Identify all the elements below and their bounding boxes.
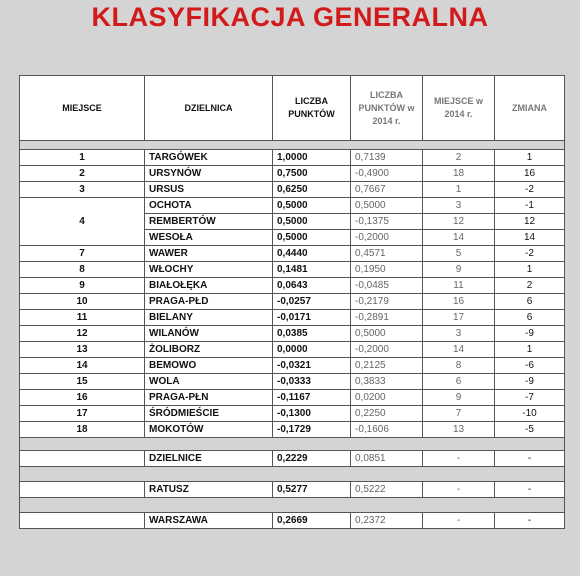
place-2014-cell: 9 (423, 262, 495, 278)
place-cell: 14 (20, 358, 145, 374)
district-name: WAWER (145, 246, 273, 262)
summary-points-2014: 0,5222 (351, 482, 423, 498)
place-cell: 8 (20, 262, 145, 278)
district-name: PRAGA-PŁN (145, 390, 273, 406)
points-cell: 0,4440 (273, 246, 351, 262)
change-cell: 14 (495, 230, 565, 246)
summary-place-2014: - (423, 482, 495, 498)
ranking-table (19, 75, 565, 529)
district-name: MOKOTÓW (145, 422, 273, 438)
place-cell: 9 (20, 278, 145, 294)
district-name: PRAGA-PŁD (145, 294, 273, 310)
summary-points: 0,2229 (273, 451, 351, 467)
summary-place-cell (20, 451, 145, 467)
place-2014-cell: 8 (423, 358, 495, 374)
table-row (20, 182, 565, 198)
district-name: BEMOWO (145, 358, 273, 374)
change-cell: -9 (495, 326, 565, 342)
change-cell: -5 (495, 422, 565, 438)
place-2014-cell: 9 (423, 390, 495, 406)
table-row (20, 374, 565, 390)
table-row (20, 150, 565, 166)
district-name: ŻOLIBORZ (145, 342, 273, 358)
place-2014-cell: 18 (423, 166, 495, 182)
place-cell: 11 (20, 310, 145, 326)
summary-name: RATUSZ (145, 482, 273, 498)
table-row (20, 326, 565, 342)
table-row (20, 246, 565, 262)
change-cell: 6 (495, 294, 565, 310)
points-cell: -0,0171 (273, 310, 351, 326)
points-2014-cell: -0,2891 (351, 310, 423, 326)
points-cell: 0,5000 (273, 214, 351, 230)
place-cell: 13 (20, 342, 145, 358)
summary-place-cell (20, 513, 145, 529)
table-row (20, 406, 565, 422)
change-cell: 1 (495, 150, 565, 166)
points-cell: 0,0000 (273, 342, 351, 358)
table-row (20, 278, 565, 294)
district-name: URSYNÓW (145, 166, 273, 182)
points-cell: -0,1300 (273, 406, 351, 422)
place-2014-cell: 3 (423, 326, 495, 342)
place-cell: 4 (20, 198, 145, 246)
district-name: ŚRÓDMIEŚCIE (145, 406, 273, 422)
district-name: BIELANY (145, 310, 273, 326)
table-row (20, 310, 565, 326)
points-2014-cell: -0,0485 (351, 278, 423, 294)
summary-name: DZIELNICE (145, 451, 273, 467)
table-row (20, 198, 565, 214)
points-cell: 0,0643 (273, 278, 351, 294)
place-2014-cell: 17 (423, 310, 495, 326)
place-cell: 15 (20, 374, 145, 390)
header-zmiana: ZMIANA (495, 76, 565, 141)
summary-points-2014: 0,0851 (351, 451, 423, 467)
points-2014-cell: 0,5000 (351, 198, 423, 214)
table-row (20, 390, 565, 406)
points-2014-cell: 0,5000 (351, 326, 423, 342)
header-dzielnica: DZIELNICA (145, 76, 273, 141)
points-cell: 0,1481 (273, 262, 351, 278)
points-2014-cell: -0,4900 (351, 166, 423, 182)
table-row (20, 342, 565, 358)
change-cell: 2 (495, 278, 565, 294)
change-cell: -9 (495, 374, 565, 390)
change-cell: -7 (495, 390, 565, 406)
change-cell: -1 (495, 198, 565, 214)
points-2014-cell: 0,1950 (351, 262, 423, 278)
place-cell: 3 (20, 182, 145, 198)
place-2014-cell: 5 (423, 246, 495, 262)
points-2014-cell: -0,2000 (351, 230, 423, 246)
points-cell: -0,1167 (273, 390, 351, 406)
points-2014-cell: 0,2125 (351, 358, 423, 374)
points-2014-cell: 0,2250 (351, 406, 423, 422)
points-2014-cell: 0,7139 (351, 150, 423, 166)
summary-place-2014: - (423, 451, 495, 467)
change-cell: 6 (495, 310, 565, 326)
summary-row (20, 451, 565, 467)
change-cell: -10 (495, 406, 565, 422)
points-2014-cell: 0,4571 (351, 246, 423, 262)
summary-change: - (495, 513, 565, 529)
place-2014-cell: 14 (423, 230, 495, 246)
place-cell: 7 (20, 246, 145, 262)
summary-change: - (495, 482, 565, 498)
summary-points-2014: 0,2372 (351, 513, 423, 529)
change-cell: -6 (495, 358, 565, 374)
place-2014-cell: 6 (423, 374, 495, 390)
points-cell: 0,0385 (273, 326, 351, 342)
change-cell: 12 (495, 214, 565, 230)
points-2014-cell: 0,0200 (351, 390, 423, 406)
points-2014-cell: -0,2179 (351, 294, 423, 310)
district-name: BIAŁOŁĘKA (145, 278, 273, 294)
district-name: URSUS (145, 182, 273, 198)
table-row (20, 422, 565, 438)
place-cell: 10 (20, 294, 145, 310)
summary-place-2014: - (423, 513, 495, 529)
points-cell: -0,0257 (273, 294, 351, 310)
points-cell: 0,7500 (273, 166, 351, 182)
summary-place-cell (20, 482, 145, 498)
table-row (20, 358, 565, 374)
points-cell: -0,1729 (273, 422, 351, 438)
place-2014-cell: 14 (423, 342, 495, 358)
table-header-row (20, 76, 565, 141)
points-2014-cell: -0,2000 (351, 342, 423, 358)
change-cell: -2 (495, 182, 565, 198)
place-cell: 18 (20, 422, 145, 438)
summary-row (20, 513, 565, 529)
place-2014-cell: 1 (423, 182, 495, 198)
summary-points: 0,2669 (273, 513, 351, 529)
table-row (20, 294, 565, 310)
summary-change: - (495, 451, 565, 467)
points-2014-cell: -0,1375 (351, 214, 423, 230)
points-2014-cell: -0,1606 (351, 422, 423, 438)
place-2014-cell: 2 (423, 150, 495, 166)
change-cell: 1 (495, 342, 565, 358)
district-name: WŁOCHY (145, 262, 273, 278)
header-miejsce-2014: MIEJSCE w 2014 r. (423, 76, 495, 141)
points-cell: 0,5000 (273, 230, 351, 246)
points-cell: 0,6250 (273, 182, 351, 198)
place-cell: 17 (20, 406, 145, 422)
place-2014-cell: 7 (423, 406, 495, 422)
table-row (20, 262, 565, 278)
points-cell: -0,0321 (273, 358, 351, 374)
place-2014-cell: 3 (423, 198, 495, 214)
place-2014-cell: 12 (423, 214, 495, 230)
summary-points: 0,5277 (273, 482, 351, 498)
page-title: KLASYFIKACJA GENERALNA (91, 2, 489, 32)
place-2014-cell: 16 (423, 294, 495, 310)
header-miejsce: MIEJSCE (20, 76, 145, 141)
change-cell: 1 (495, 262, 565, 278)
district-name: WESOŁA (145, 230, 273, 246)
district-name: WILANÓW (145, 326, 273, 342)
place-cell: 12 (20, 326, 145, 342)
summary-row (20, 482, 565, 498)
place-cell: 16 (20, 390, 145, 406)
points-cell: -0,0333 (273, 374, 351, 390)
table-row (20, 166, 565, 182)
points-2014-cell: 0,7667 (351, 182, 423, 198)
change-cell: -2 (495, 246, 565, 262)
district-name: WOLA (145, 374, 273, 390)
change-cell: 16 (495, 166, 565, 182)
place-cell: 1 (20, 150, 145, 166)
points-cell: 0,5000 (273, 198, 351, 214)
header-liczba-2014: LICZBA PUNKTÓW w 2014 r. (351, 76, 423, 141)
place-2014-cell: 13 (423, 422, 495, 438)
place-cell: 2 (20, 166, 145, 182)
points-cell: 1,0000 (273, 150, 351, 166)
district-name: REMBERTÓW (145, 214, 273, 230)
header-liczba: LICZBA PUNKTÓW (273, 76, 351, 141)
summary-name: WARSZAWA (145, 513, 273, 529)
district-name: TARGÓWEK (145, 150, 273, 166)
place-2014-cell: 11 (423, 278, 495, 294)
district-name: OCHOTA (145, 198, 273, 214)
points-2014-cell: 0,3833 (351, 374, 423, 390)
